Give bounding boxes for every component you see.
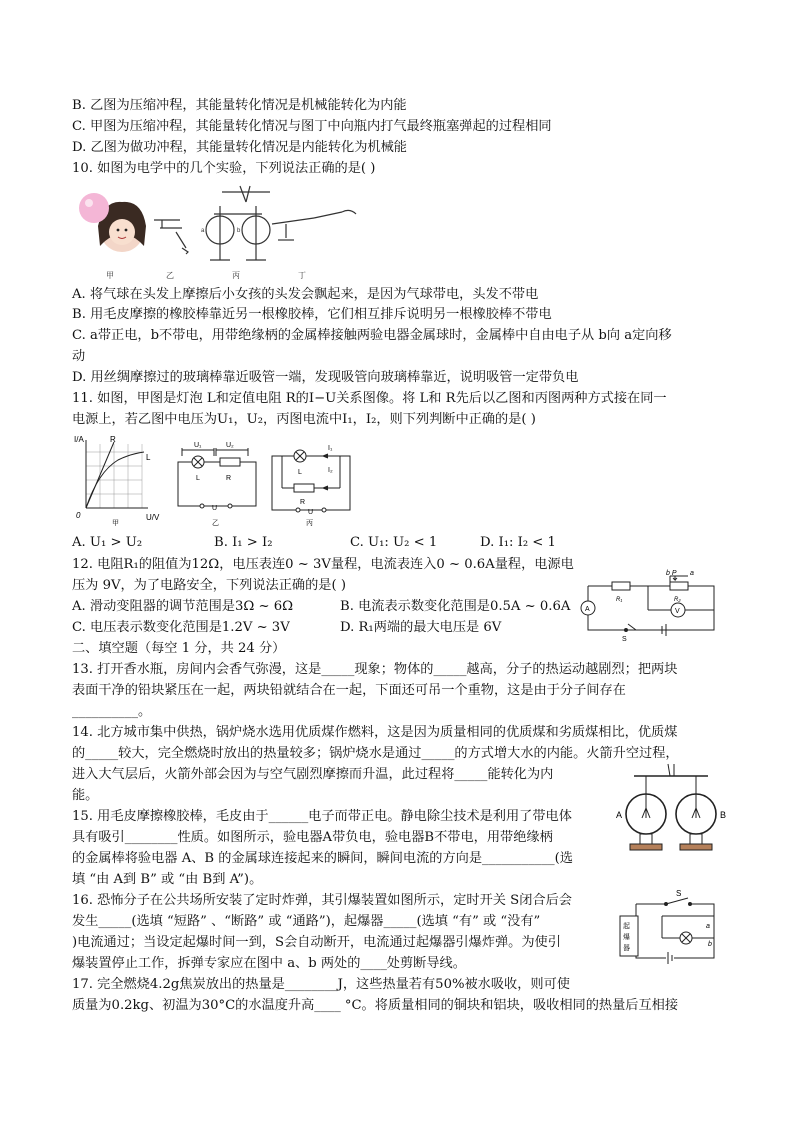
yi-u-label: U [212,505,218,512]
graph-x-label: U/V [146,513,160,522]
q10-option-b: B. 用毛皮摩擦的橡胶棒靠近另一根橡胶棒，它们相互排斥说明另一根橡胶棒不带电 [72,307,552,322]
svg-text:a: a [201,228,205,234]
q12-option-d: D. R₁两端的最大电压是 6V [340,620,502,635]
fig12-voltmeter: V [675,608,680,615]
q9-option-d: D. 乙图为做功冲程，其能量转化情况是内能转化为机械能 [72,140,407,155]
series-circuit [178,448,256,508]
q15-line-3: 的金属棒将验电器 A、B 的金属球连接起来的瞬间，瞬间电流的方向是___________(选 [72,851,573,866]
yi-r-label: R [226,475,232,482]
fig12-r1-label: R₁ [616,597,623,603]
q14-line-1: 14. 北方城市集中供热，锅炉烧水选用优质煤作燃料，这是因为质量相同的优质煤和劣质煤相比，优质煤 [72,725,678,740]
graph-caption: 甲 [112,520,119,527]
q10-caption-yi: 乙 [166,271,174,280]
bing-l-label: L [298,469,302,476]
q16-line-4: 爆装置停止工作，拆弹专家应在图中 a、b 两处的____处剪断导线。 [72,956,466,971]
q11-option-c: C. U₁: U₂ < 1 [350,535,438,550]
q10-option-c: C. a带正电，b不带电，用带绝缘柄的金属棒接触两验电器金属球时，金属棒中自由电子从 b向 a定向移 [72,328,672,343]
q15-line-1: 15. 用毛皮摩擦橡胶棒，毛皮由于______电子而带正电。静电除尘技术是利用了带电体 [72,809,572,824]
graph-origin: 0 [76,511,81,520]
q10-figure [74,182,374,282]
q17-line-2: 质量为0.2kg、初温为30°C的水温度升高____ °C。将质量相同的铜块和铝块，吸收相同的热量后互相接 [72,998,679,1013]
bing-caption: 丙 [306,520,313,527]
q16-line-3: )电流通过；当设定起爆时间一到，S会自动断开，电流通过起爆器引爆炸弹。为使引 [72,935,561,950]
q15-line-2: 具有吸引________性质。如图所示，验电器A带负电，验电器B不带电，用带绝缘柄 [72,830,553,845]
bing-i2-label: I₂ [328,467,333,474]
q11-figure [72,432,362,532]
q9-option-b: B. 乙图为压缩冲程，其能量转化情况是机械能转化为内能 [72,98,407,113]
fig16-detonator-char-1: 起 [623,923,630,930]
q14-line-4: 能。 [72,788,99,803]
q13-line-2: 表面干净的铅块紧压在一起，两块铅就结合在一起，下面还可吊一个重物，这是由于分子间存在 [72,683,626,698]
graph-r-label: R [110,435,116,444]
fig16-s-label: S [676,889,682,898]
q12-stem: 12. 电阻R₁的阻值为12Ω，电压表连0 ~ 3V量程，电流表连入0 ~ 0.6A量程，电源电 [72,557,574,572]
q11-stem-2: 电源上，若乙图中电压为U₁，U₂，丙图电流中I₁，I₂，则下列判断中正确的是( ) [72,412,536,427]
svg-text:b: b [237,228,241,234]
q9-option-c: C. 甲图为压缩冲程，其能量转化情况与图丁中向瓶内打气最终瓶塞弹起的过程相同 [72,119,552,134]
bing-i1-label: I₁ [328,445,333,452]
q12-option-a: A. 滑动变阻器的调节范围是3Ω ~ 6Ω [72,599,294,614]
q16-detonator-figure [614,888,728,976]
fig12-s-label: S [622,636,627,642]
section-2-heading: 二、填空题（每空 1 分，共 24 分） [72,641,286,656]
rod-stand [154,220,188,254]
q16-line-2: 发生_____(选填 “短路” 、“断路” 或 “通路”)，起爆器_____(选填 “有” 或 “没有” [72,914,541,929]
q10-caption-jia: 甲 [106,271,114,280]
parallel-circuit [272,450,350,512]
q10-option-a: A. 将气球在头发上摩擦后小女孩的头发会飘起来，是因为气球带电，头发不带电 [72,287,539,302]
fig16-detonator-char-2: 爆 [623,934,630,941]
fig12-ammeter: A [585,606,590,613]
q12-circuit-figure [576,568,726,642]
q15-electroscope-figure [612,762,732,860]
graph-y-label: I/A [74,435,84,444]
q16-line-1: 16. 恐怖分子在公共场所安装了定时炸弹，其引爆装置如图所示，定时开关 S闭合后会 [72,893,572,908]
graph-l-label: L [146,453,151,462]
straw-experiment [272,210,356,240]
electroscopes [201,186,270,260]
iu-graph [86,440,148,508]
q17-line-1: 17. 完全燃烧4.2g焦炭放出的热量是________J，这些热量若有50%被水吸收，则可使 [72,977,570,992]
q10-caption-bing: 丙 [232,271,240,280]
q14-line-2: 的_____较大，完全燃烧时放出的热量较多；锅炉烧水是通过_____的方式增大水的内能。火箭升空过程， [72,746,679,761]
q13-line-1: 13. 打开香水瓶，房间内会香气弥漫，这是_____现象；物体的_____越高，分子的热运动越剧烈；把两块 [72,662,678,677]
yi-u1-label: U₁ [194,442,202,449]
q12-option-c: C. 电压表示数变化范围是1.2V ~ 3V [72,620,290,635]
q15-line-4: 填 “由 A到 B” 或 “由 B到 A”)。 [72,872,263,887]
fig12-a-label: a [690,570,694,577]
fig12-r2-label: R₂ [674,597,681,603]
yi-caption: 乙 [212,520,219,527]
girl-balloon-image [79,193,146,252]
fig16-detonator-char-3: 器 [623,945,630,952]
q10-option-d: D. 用丝绸摩擦过的玻璃棒靠近吸管一端，发现吸管向玻璃棒靠近，说明吸管一定带负电 [72,370,579,385]
fig16-b-label: b [708,941,712,948]
yi-l-label: L [196,475,200,482]
q10-option-c-2: 动 [72,349,86,364]
q10-caption-ding: 丁 [298,271,306,280]
yi-u2-label: U₂ [226,442,234,449]
q11-stem: 11. 如图，甲图是灯泡 L和定值电阻 R的I−U关系图像。将 L和 R先后以乙图和丙图两种方式接在同一 [72,391,667,406]
q11-option-a: A. U₁ > U₂ [72,535,143,550]
bing-r-label: R [300,499,306,506]
q11-option-b: B. I₁ > I₂ [214,535,273,550]
q13-line-3: __________。 [72,704,152,719]
q12-stem-2: 压为 9V，为了电路安全，下列说法正确的是( ) [72,578,346,593]
q14-line-3: 进入大气层后，火箭外部会因为与空气剧烈摩擦而升温，此过程将_____能转化为内 [72,767,554,782]
bing-u-label: U [308,509,314,516]
q12-option-b: B. 电流表示数变化范围是0.5A ~ 0.6A [340,599,571,614]
q11-option-d: D. I₁: I₂ < 1 [480,535,556,550]
fig15-a-label: A [616,810,623,820]
fig16-a-label: a [706,923,710,930]
q10-stem: 10. 如图为电学中的几个实验，下列说法正确的是( ) [72,161,376,176]
fig15-b-label: B [720,810,727,820]
fig12-bp-label: b P [666,570,677,577]
